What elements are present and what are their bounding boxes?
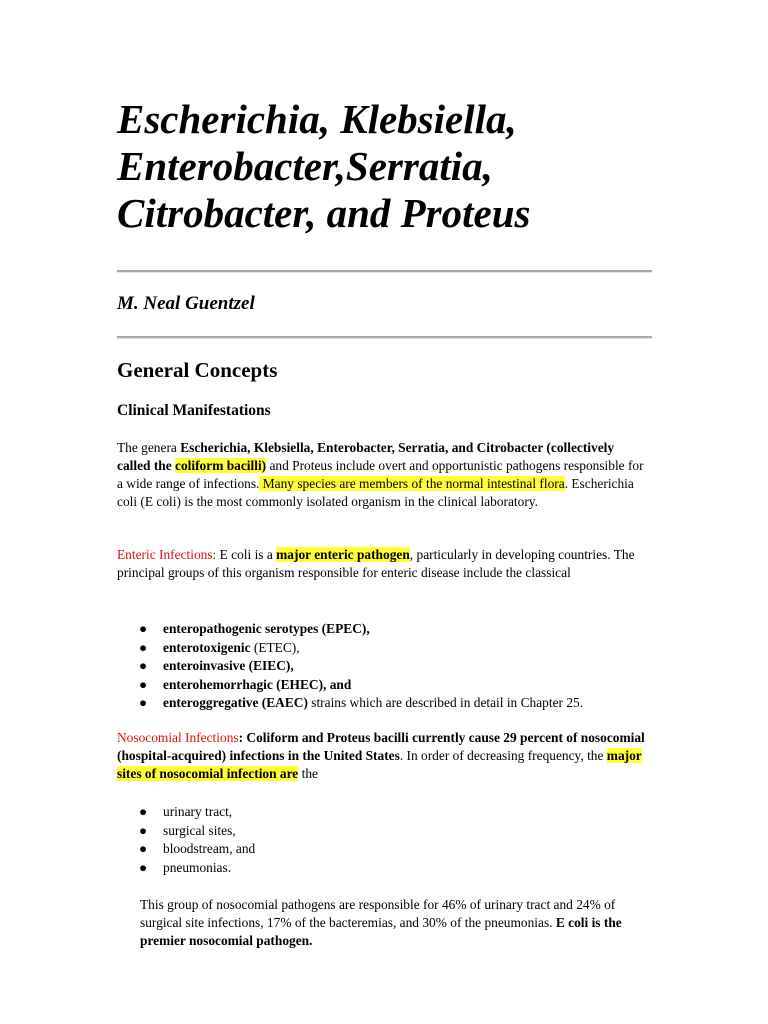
paragraph-statistics bbox=[140, 896, 650, 950]
bullet-icon: ● bbox=[139, 621, 148, 636]
highlighted-text: coliform bacilli) bbox=[175, 458, 267, 473]
enteric-groups-list bbox=[117, 620, 657, 713]
highlighted-text: Many species are members of the normal intestinal flora bbox=[259, 476, 565, 491]
text-run: and Proteus include overt and opportunistic pathogens responsible for a wide range of infections. bbox=[117, 458, 644, 491]
bullet-icon: ● bbox=[139, 695, 148, 710]
list-item bbox=[117, 803, 657, 822]
text-run: , particularly in developing countries. The principal groups of this organism responsible for enteric disease include the classical bbox=[117, 547, 635, 580]
text-run: The genera bbox=[117, 440, 181, 455]
paragraph-nosocomial bbox=[117, 729, 647, 783]
nosocomial-label: Nosocomial Infections bbox=[117, 730, 239, 745]
title-line: Escherichia, Klebsiella, bbox=[117, 96, 517, 142]
horizontal-rule bbox=[117, 336, 652, 339]
bullet-icon: ● bbox=[139, 859, 148, 875]
list-item bbox=[117, 859, 657, 878]
list-item bbox=[117, 676, 657, 695]
bold-text: Escherichia, Klebsiella, Enterobacter, Serratia, and Citrobacter (collectively called the bbox=[117, 440, 615, 473]
text-run: urinary tract, bbox=[163, 804, 233, 819]
bold-text: Coliform and Proteus bacilli currently cause 29 percent of nosocomial (hospital-acquired) infections in the United States bbox=[117, 730, 645, 763]
highlighted-text: major sites of nosocomial infection are bbox=[117, 748, 642, 781]
title-line: Citrobacter, and Proteus bbox=[117, 190, 531, 236]
enteric-label: Enteric Infections: bbox=[117, 547, 217, 562]
bullet-icon: ● bbox=[139, 822, 148, 838]
bullet-icon: ● bbox=[139, 841, 148, 856]
text-run: E coli is a bbox=[216, 547, 277, 562]
bold-text: enteroggregative (EAEC) bbox=[163, 695, 308, 710]
paragraph-enteric bbox=[117, 546, 647, 582]
section-heading: General Concepts bbox=[117, 358, 278, 382]
author-name: M. Neal Guentzel bbox=[117, 293, 255, 314]
document-title bbox=[117, 96, 677, 237]
bullet-icon: ● bbox=[139, 676, 148, 692]
subsection-heading: Clinical Manifestations bbox=[117, 402, 271, 419]
bullet-icon: ● bbox=[139, 658, 148, 673]
text-run: bloodstream, and bbox=[163, 841, 256, 856]
text-run: This group of nosocomial pathogens are responsible for 46% of urinary tract and 24% of surgical site infections, 17% of the bacteremias, and 30% of the pneumonias. bbox=[140, 897, 616, 930]
text-run: the bbox=[298, 766, 318, 781]
bold-text: enteroinvasive (EIEC), bbox=[163, 658, 294, 673]
highlighted-text: major enteric pathogen bbox=[276, 547, 410, 562]
list-item bbox=[117, 639, 657, 658]
infection-sites-list bbox=[117, 803, 657, 877]
list-item bbox=[117, 657, 657, 676]
list-item bbox=[117, 620, 657, 639]
title-line: Enterobacter,Serratia, bbox=[117, 143, 493, 189]
bold-text: enteropathogenic serotypes (EPEC), bbox=[163, 621, 370, 636]
bullet-icon: ● bbox=[139, 639, 148, 655]
bold-text: enterotoxigenic bbox=[163, 639, 254, 655]
text-run: (ETEC), bbox=[253, 639, 300, 655]
text-run: pneumonias. bbox=[163, 859, 232, 875]
bullet-icon: ● bbox=[139, 804, 148, 819]
horizontal-rule bbox=[117, 270, 652, 273]
text-run: . Escherichia coli (E coli) is the most commonly isolated organism in the clinical laboratory. bbox=[117, 476, 634, 509]
list-item bbox=[117, 694, 657, 713]
text-run: surgical sites, bbox=[163, 822, 236, 838]
paragraph-intro bbox=[117, 439, 647, 511]
bold-text: E coli is the premier nosocomial pathogen. bbox=[140, 915, 622, 948]
text-run: . In order of decreasing frequency, the bbox=[399, 748, 607, 763]
bold-text: enterohemorrhagic (EHEC), and bbox=[163, 676, 352, 692]
list-item bbox=[117, 822, 657, 841]
text-run: strains which are described in detail in Chapter 25. bbox=[307, 695, 584, 710]
list-item bbox=[117, 840, 657, 859]
bold-text: : bbox=[238, 730, 247, 745]
